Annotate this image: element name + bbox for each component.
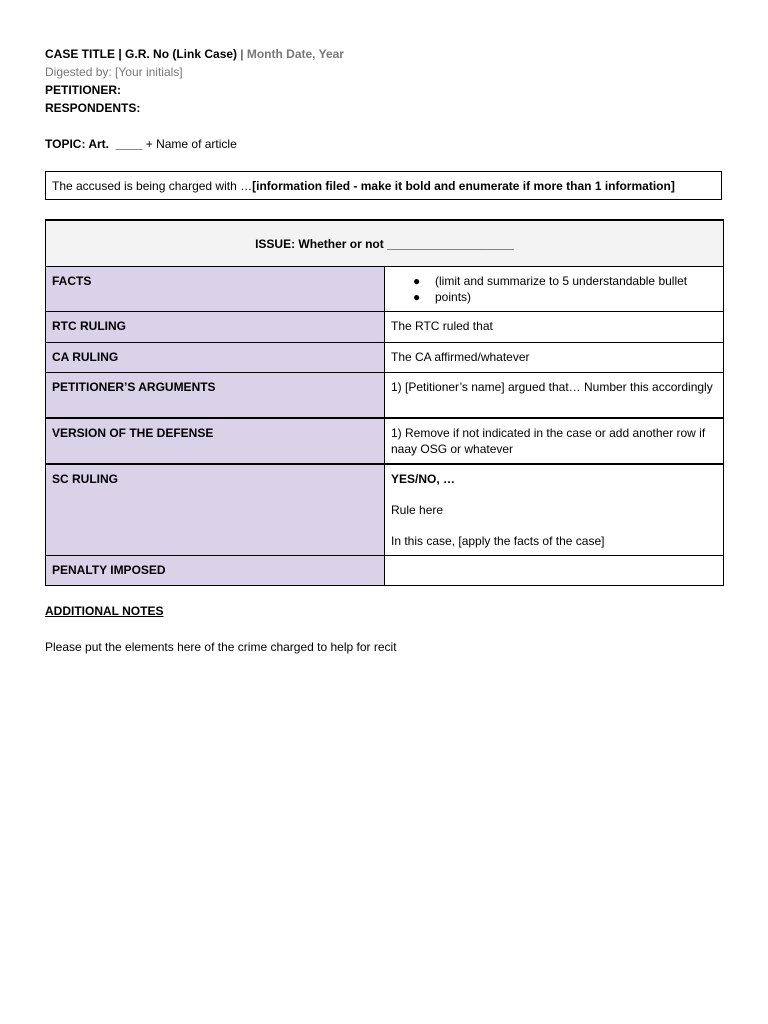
digest-table bbox=[45, 219, 724, 586]
topic-article-blank: ____ bbox=[115, 137, 143, 151]
table-row bbox=[46, 418, 724, 464]
rtc-ruling-cell: The RTC ruled that bbox=[385, 312, 724, 343]
petitioners-arguments-cell: 1) [Petitioner’s name] argued that… Number this accordingly bbox=[385, 373, 724, 418]
sc-ruling-cell bbox=[385, 464, 724, 556]
facts-bullet-list bbox=[391, 273, 717, 305]
case-title: CASE TITLE | G.R. No (Link Case) bbox=[45, 47, 238, 61]
bullet-icon: ● bbox=[413, 290, 421, 304]
sc-ruling-rule: Rule here bbox=[391, 502, 444, 517]
fact-text: (limit and summarize to 5 understandable bullet points) bbox=[435, 274, 688, 304]
table-row bbox=[46, 464, 724, 556]
sc-ruling-answer: YES/NO, … bbox=[391, 471, 456, 486]
list-item bbox=[413, 289, 717, 305]
digested-by: Digested by: [Your initials] bbox=[45, 65, 183, 79]
case-date: Month Date, Year bbox=[246, 47, 344, 61]
row-label-ca-ruling: CA RULING bbox=[46, 343, 385, 373]
topic-suffix: + Name of article bbox=[142, 137, 237, 151]
table-row bbox=[46, 373, 724, 418]
additional-notes-text: Please put the elements here of the crime charged to help for recit bbox=[45, 640, 397, 654]
penalty-imposed-cell bbox=[385, 556, 724, 586]
sc-ruling-application: In this case, [apply the facts of the case] bbox=[391, 533, 605, 548]
table-row bbox=[46, 267, 724, 312]
issue-row bbox=[46, 220, 724, 267]
topic-label: TOPIC: Art. bbox=[45, 137, 110, 151]
version-of-defense-cell: 1) Remove if not indicated in the case or add another row if naay OSG or whatever bbox=[385, 418, 724, 464]
list-item bbox=[413, 273, 717, 304]
topic-line bbox=[45, 135, 237, 153]
case-title-line bbox=[45, 45, 344, 63]
case-header bbox=[45, 45, 344, 117]
row-label-petitioners-arguments: PETITIONER’S ARGUMENTS bbox=[46, 373, 385, 418]
row-label-sc-ruling: SC RULING bbox=[46, 464, 385, 556]
issue-cell: ISSUE: Whether or not ___________________ bbox=[46, 220, 724, 267]
row-label-facts: FACTS bbox=[46, 267, 385, 312]
table-row bbox=[46, 343, 724, 373]
petitioner-label: PETITIONER: bbox=[45, 83, 122, 97]
row-label-penalty-imposed: PENALTY IMPOSED bbox=[46, 556, 385, 586]
title-separator: | bbox=[237, 47, 247, 61]
information-box bbox=[45, 171, 722, 200]
ca-ruling-cell: The CA affirmed/whatever bbox=[385, 343, 724, 373]
row-label-rtc-ruling: RTC RULING bbox=[46, 312, 385, 343]
bullet-icon: ● bbox=[413, 274, 421, 288]
table-row bbox=[46, 312, 724, 343]
information-bold: [information filed - make it bold and enumerate if more than 1 information] bbox=[252, 178, 675, 193]
additional-notes-heading: ADDITIONAL NOTES bbox=[45, 604, 164, 618]
facts-cell bbox=[385, 267, 724, 312]
table-row bbox=[46, 556, 724, 586]
row-label-version-of-defense: VERSION OF THE DEFENSE bbox=[46, 418, 385, 464]
information-prefix: The accused is being charged with … bbox=[52, 178, 253, 193]
respondents-label: RESPONDENTS: bbox=[45, 101, 141, 115]
